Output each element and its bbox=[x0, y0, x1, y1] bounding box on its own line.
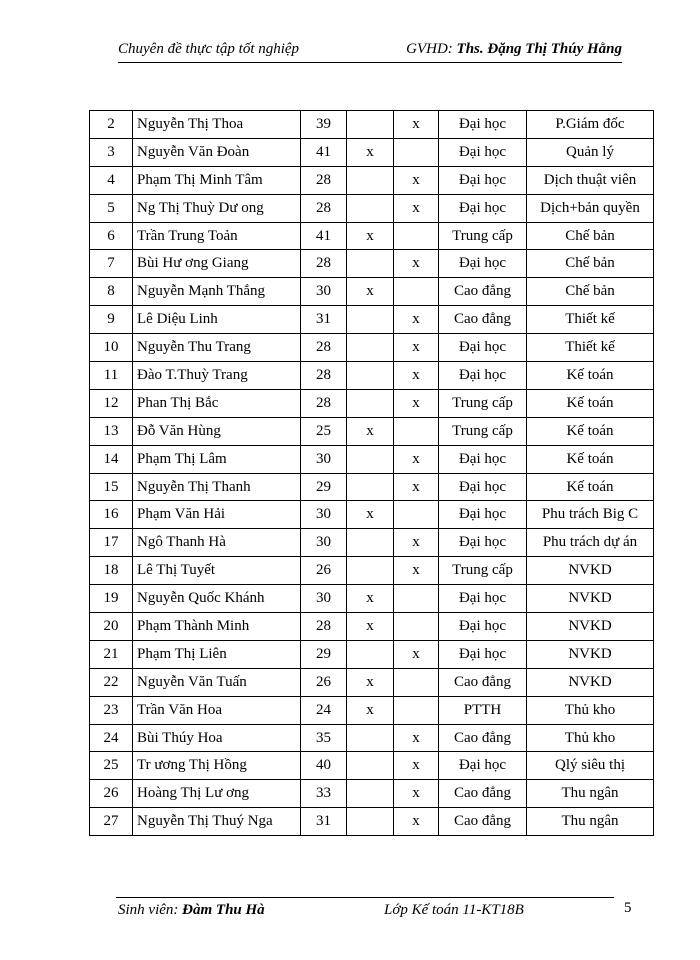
cell-age: 30 bbox=[301, 501, 347, 529]
cell-no: 19 bbox=[90, 585, 133, 613]
table-row bbox=[90, 752, 654, 780]
cell-position: Kế toán bbox=[527, 473, 654, 501]
cell-no: 7 bbox=[90, 250, 133, 278]
cell-age: 28 bbox=[301, 194, 347, 222]
table-row bbox=[90, 362, 654, 390]
cell-name: Nguyễn Thị Thoa bbox=[133, 111, 301, 139]
cell-position: Thiết kế bbox=[527, 334, 654, 362]
header-thesis-title: Chuyên đề thực tập tốt nghiệp bbox=[118, 41, 300, 57]
cell-name: Hoàng Thị Lư ơng bbox=[133, 780, 301, 808]
cell-male bbox=[347, 166, 394, 194]
cell-education: Đại học bbox=[439, 640, 527, 668]
cell-education: Đại học bbox=[439, 362, 527, 390]
cell-male bbox=[347, 529, 394, 557]
cell-female: x bbox=[394, 389, 439, 417]
cell-position: Chế bản bbox=[527, 250, 654, 278]
cell-education: Cao đẳng bbox=[439, 724, 527, 752]
table-row bbox=[90, 640, 654, 668]
cell-age: 28 bbox=[301, 362, 347, 390]
cell-male bbox=[347, 808, 394, 836]
cell-female bbox=[394, 585, 439, 613]
cell-female bbox=[394, 417, 439, 445]
cell-male bbox=[347, 752, 394, 780]
cell-no: 20 bbox=[90, 613, 133, 641]
cell-female: x bbox=[394, 334, 439, 362]
cell-no: 9 bbox=[90, 306, 133, 334]
cell-education: Đại học bbox=[439, 529, 527, 557]
cell-name: Đỗ Văn Hùng bbox=[133, 417, 301, 445]
cell-male bbox=[347, 640, 394, 668]
cell-name: Trần Trung Toản bbox=[133, 222, 301, 250]
table-row bbox=[90, 166, 654, 194]
cell-no: 27 bbox=[90, 808, 133, 836]
footer-student-name: Đàm Thu Hà bbox=[182, 902, 265, 918]
cell-no: 16 bbox=[90, 501, 133, 529]
cell-age: 30 bbox=[301, 278, 347, 306]
cell-age: 30 bbox=[301, 585, 347, 613]
table-row bbox=[90, 278, 654, 306]
cell-position: Kế toán bbox=[527, 445, 654, 473]
cell-male bbox=[347, 111, 394, 139]
cell-age: 26 bbox=[301, 668, 347, 696]
cell-male bbox=[347, 389, 394, 417]
footer-divider bbox=[116, 897, 614, 898]
cell-position: Phu trách dự án bbox=[527, 529, 654, 557]
cell-age: 41 bbox=[301, 222, 347, 250]
cell-age: 31 bbox=[301, 306, 347, 334]
cell-education: Cao đẳng bbox=[439, 780, 527, 808]
cell-no: 18 bbox=[90, 557, 133, 585]
cell-age: 28 bbox=[301, 613, 347, 641]
cell-position: Qlý siêu thị bbox=[527, 752, 654, 780]
table-row bbox=[90, 417, 654, 445]
cell-male bbox=[347, 445, 394, 473]
cell-age: 28 bbox=[301, 334, 347, 362]
cell-age: 31 bbox=[301, 808, 347, 836]
table-row bbox=[90, 780, 654, 808]
cell-no: 3 bbox=[90, 138, 133, 166]
cell-name: Nguyễn Quốc Khánh bbox=[133, 585, 301, 613]
cell-male: x bbox=[347, 613, 394, 641]
table-row bbox=[90, 111, 654, 139]
cell-position: NVKD bbox=[527, 585, 654, 613]
cell-education: Đại học bbox=[439, 585, 527, 613]
cell-education: Cao đẳng bbox=[439, 306, 527, 334]
cell-position: NVKD bbox=[527, 557, 654, 585]
table-row bbox=[90, 194, 654, 222]
cell-female bbox=[394, 222, 439, 250]
cell-name: Bùi Hư ơng Giang bbox=[133, 250, 301, 278]
cell-no: 26 bbox=[90, 780, 133, 808]
cell-name: Ng Thị Thuỳ Dư ong bbox=[133, 194, 301, 222]
cell-no: 4 bbox=[90, 166, 133, 194]
staff-table bbox=[89, 110, 654, 836]
cell-no: 11 bbox=[90, 362, 133, 390]
table-row bbox=[90, 250, 654, 278]
cell-name: Phạm Thành Minh bbox=[133, 613, 301, 641]
cell-education: Đại học bbox=[439, 445, 527, 473]
cell-age: 35 bbox=[301, 724, 347, 752]
cell-education: Trung cấp bbox=[439, 557, 527, 585]
cell-age: 29 bbox=[301, 473, 347, 501]
cell-name: Nguyễn Mạnh Thắng bbox=[133, 278, 301, 306]
cell-no: 6 bbox=[90, 222, 133, 250]
cell-female: x bbox=[394, 111, 439, 139]
cell-no: 22 bbox=[90, 668, 133, 696]
cell-male bbox=[347, 250, 394, 278]
cell-position: Dịch+bản quyền bbox=[527, 194, 654, 222]
table-row bbox=[90, 724, 654, 752]
cell-male bbox=[347, 557, 394, 585]
cell-female: x bbox=[394, 306, 439, 334]
cell-name: Nguyễn Thị Thanh bbox=[133, 473, 301, 501]
cell-name: Nguyễn Thu Trang bbox=[133, 334, 301, 362]
cell-name: Lê Diệu Linh bbox=[133, 306, 301, 334]
cell-education: Đại học bbox=[439, 752, 527, 780]
cell-no: 13 bbox=[90, 417, 133, 445]
footer-student bbox=[118, 902, 265, 919]
cell-education: Cao đẳng bbox=[439, 668, 527, 696]
cell-male: x bbox=[347, 417, 394, 445]
cell-age: 28 bbox=[301, 250, 347, 278]
cell-name: Phạm Thị Lâm bbox=[133, 445, 301, 473]
cell-education: Đại học bbox=[439, 501, 527, 529]
cell-age: 24 bbox=[301, 696, 347, 724]
cell-age: 28 bbox=[301, 166, 347, 194]
cell-position: NVKD bbox=[527, 640, 654, 668]
cell-no: 5 bbox=[90, 194, 133, 222]
cell-no: 17 bbox=[90, 529, 133, 557]
cell-male: x bbox=[347, 501, 394, 529]
cell-age: 40 bbox=[301, 752, 347, 780]
cell-female: x bbox=[394, 808, 439, 836]
cell-female: x bbox=[394, 473, 439, 501]
cell-male bbox=[347, 780, 394, 808]
cell-no: 8 bbox=[90, 278, 133, 306]
cell-female: x bbox=[394, 724, 439, 752]
cell-name: Phan Thị Bắc bbox=[133, 389, 301, 417]
table-row bbox=[90, 557, 654, 585]
page-header bbox=[118, 40, 622, 63]
header-supervisor-label: GVHD: bbox=[406, 41, 457, 57]
cell-female: x bbox=[394, 752, 439, 780]
cell-education: Đại học bbox=[439, 138, 527, 166]
cell-position: Chế bản bbox=[527, 278, 654, 306]
table-row bbox=[90, 501, 654, 529]
table-row bbox=[90, 696, 654, 724]
cell-name: Lê Thị Tuyết bbox=[133, 557, 301, 585]
table-row bbox=[90, 613, 654, 641]
cell-no: 10 bbox=[90, 334, 133, 362]
table-row bbox=[90, 445, 654, 473]
cell-education: Đại học bbox=[439, 613, 527, 641]
cell-position: Dịch thuật viên bbox=[527, 166, 654, 194]
cell-female bbox=[394, 501, 439, 529]
table-row bbox=[90, 334, 654, 362]
cell-position: NVKD bbox=[527, 613, 654, 641]
cell-female bbox=[394, 696, 439, 724]
cell-female bbox=[394, 278, 439, 306]
cell-female: x bbox=[394, 640, 439, 668]
cell-no: 24 bbox=[90, 724, 133, 752]
cell-position: P.Giám đốc bbox=[527, 111, 654, 139]
cell-position: Thu ngân bbox=[527, 808, 654, 836]
cell-position: Thu ngân bbox=[527, 780, 654, 808]
cell-name: Phạm Văn Hải bbox=[133, 501, 301, 529]
cell-female: x bbox=[394, 557, 439, 585]
cell-name: Nguyễn Văn Tuấn bbox=[133, 668, 301, 696]
cell-male bbox=[347, 724, 394, 752]
cell-name: Trần Văn Hoa bbox=[133, 696, 301, 724]
cell-female bbox=[394, 138, 439, 166]
cell-position: Kế toán bbox=[527, 389, 654, 417]
cell-position: Kế toán bbox=[527, 417, 654, 445]
cell-male bbox=[347, 194, 394, 222]
cell-male bbox=[347, 473, 394, 501]
cell-female: x bbox=[394, 529, 439, 557]
cell-male: x bbox=[347, 696, 394, 724]
cell-no: 12 bbox=[90, 389, 133, 417]
cell-name: Tr ương Thị Hồng bbox=[133, 752, 301, 780]
cell-age: 39 bbox=[301, 111, 347, 139]
cell-male: x bbox=[347, 585, 394, 613]
cell-name: Đào T.Thuỳ Trang bbox=[133, 362, 301, 390]
cell-no: 21 bbox=[90, 640, 133, 668]
staff-table-body bbox=[90, 111, 654, 836]
footer-class: Lớp Kế toán 11-KT18B bbox=[384, 902, 524, 918]
cell-female: x bbox=[394, 250, 439, 278]
cell-no: 23 bbox=[90, 696, 133, 724]
cell-male: x bbox=[347, 138, 394, 166]
cell-position: Chế bản bbox=[527, 222, 654, 250]
cell-education: Trung cấp bbox=[439, 222, 527, 250]
cell-education: Trung cấp bbox=[439, 417, 527, 445]
cell-age: 28 bbox=[301, 389, 347, 417]
page-number: 5 bbox=[624, 900, 632, 916]
cell-position: Quản lý bbox=[527, 138, 654, 166]
cell-education: Đại học bbox=[439, 194, 527, 222]
cell-female: x bbox=[394, 194, 439, 222]
table-row bbox=[90, 222, 654, 250]
footer-student-label: Sinh viên: bbox=[118, 902, 183, 918]
cell-position: NVKD bbox=[527, 668, 654, 696]
cell-female: x bbox=[394, 362, 439, 390]
cell-education: Đại học bbox=[439, 473, 527, 501]
cell-position: Thủ kho bbox=[527, 696, 654, 724]
cell-name: Bùi Thúy Hoa bbox=[133, 724, 301, 752]
cell-name: Nguyễn Văn Đoàn bbox=[133, 138, 301, 166]
cell-name: Nguyễn Thị Thuý Nga bbox=[133, 808, 301, 836]
table-row bbox=[90, 389, 654, 417]
cell-female bbox=[394, 668, 439, 696]
cell-education: Đại học bbox=[439, 111, 527, 139]
cell-name: Phạm Thị Minh Tâm bbox=[133, 166, 301, 194]
cell-name: Ngô Thanh Hà bbox=[133, 529, 301, 557]
cell-age: 29 bbox=[301, 640, 347, 668]
header-supervisor-name: Ths. Đặng Thị Thúy Hằng bbox=[456, 41, 622, 57]
cell-male bbox=[347, 334, 394, 362]
cell-position: Kế toán bbox=[527, 362, 654, 390]
table-row bbox=[90, 808, 654, 836]
cell-education: PTTH bbox=[439, 696, 527, 724]
cell-age: 30 bbox=[301, 445, 347, 473]
cell-education: Trung cấp bbox=[439, 389, 527, 417]
cell-no: 2 bbox=[90, 111, 133, 139]
cell-female bbox=[394, 613, 439, 641]
cell-male: x bbox=[347, 668, 394, 696]
cell-age: 26 bbox=[301, 557, 347, 585]
cell-male: x bbox=[347, 222, 394, 250]
table-row bbox=[90, 473, 654, 501]
cell-education: Đại học bbox=[439, 166, 527, 194]
cell-age: 25 bbox=[301, 417, 347, 445]
cell-age: 30 bbox=[301, 529, 347, 557]
cell-female: x bbox=[394, 780, 439, 808]
cell-education: Cao đẳng bbox=[439, 278, 527, 306]
table-row bbox=[90, 585, 654, 613]
cell-female: x bbox=[394, 445, 439, 473]
cell-name: Phạm Thị Liên bbox=[133, 640, 301, 668]
cell-age: 41 bbox=[301, 138, 347, 166]
table-row bbox=[90, 668, 654, 696]
cell-position: Thiết kế bbox=[527, 306, 654, 334]
cell-position: Phu trách Big C bbox=[527, 501, 654, 529]
cell-male bbox=[347, 362, 394, 390]
table-row bbox=[90, 306, 654, 334]
table-row bbox=[90, 529, 654, 557]
table-row bbox=[90, 138, 654, 166]
cell-age: 33 bbox=[301, 780, 347, 808]
cell-female: x bbox=[394, 166, 439, 194]
cell-education: Đại học bbox=[439, 250, 527, 278]
cell-position: Thủ kho bbox=[527, 724, 654, 752]
cell-education: Cao đẳng bbox=[439, 808, 527, 836]
header-supervisor bbox=[406, 41, 622, 58]
cell-no: 15 bbox=[90, 473, 133, 501]
cell-male: x bbox=[347, 278, 394, 306]
cell-education: Đại học bbox=[439, 334, 527, 362]
cell-male bbox=[347, 306, 394, 334]
cell-no: 14 bbox=[90, 445, 133, 473]
cell-no: 25 bbox=[90, 752, 133, 780]
